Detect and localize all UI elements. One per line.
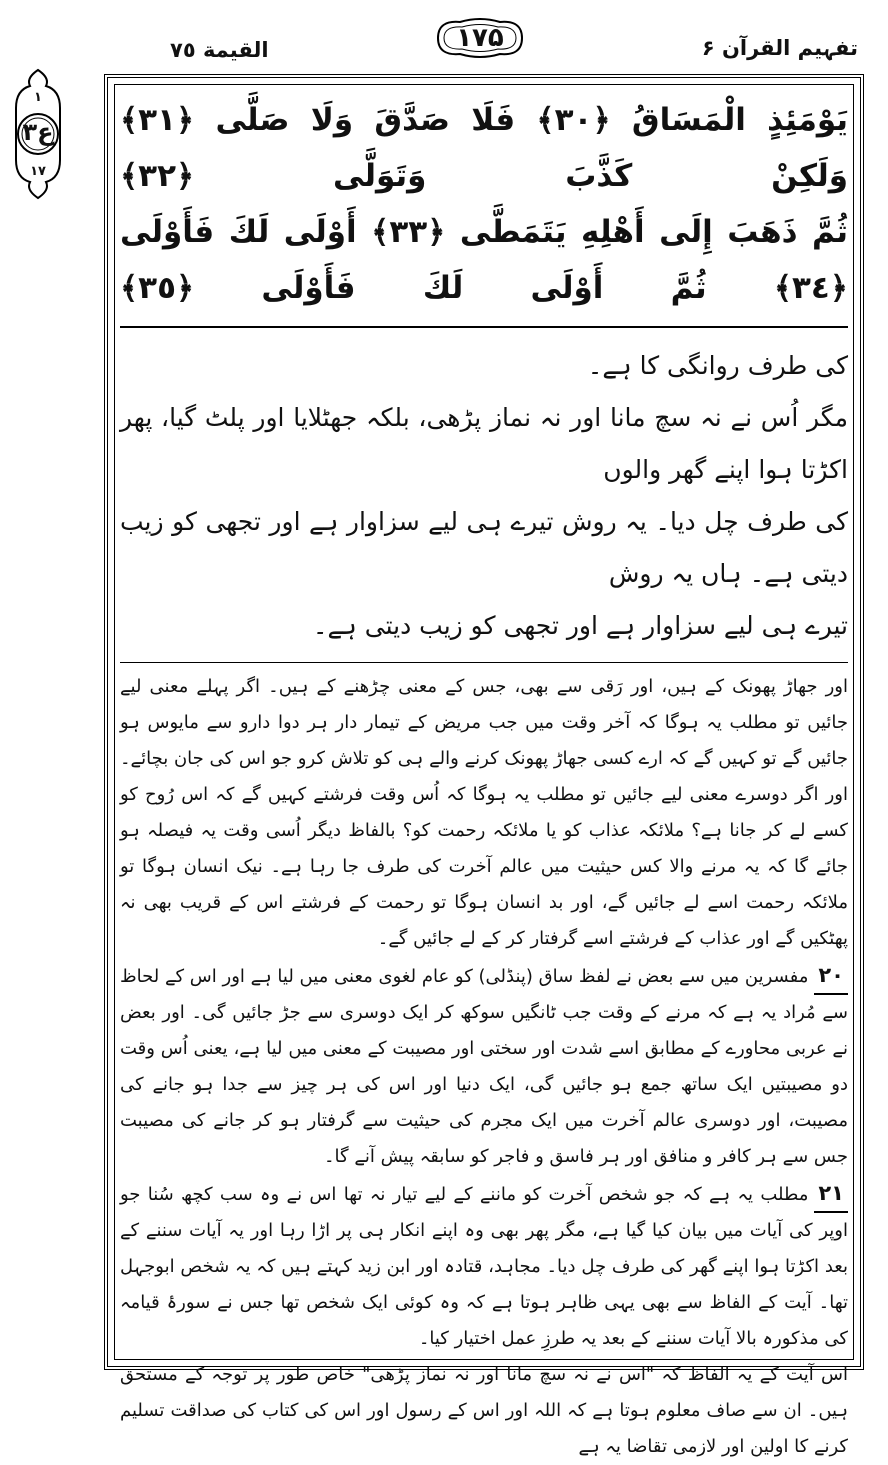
translation-line: کی طرف روانگی کا ہے۔ bbox=[587, 351, 848, 380]
footnote-number: ۲۰ bbox=[814, 957, 848, 995]
verse-divider bbox=[120, 326, 848, 328]
arabic-verse-line-1: يَوْمَئِذٍ الْمَسَاقُ ﴿٣٠﴾ فَلَا صَدَّقَ وَلَا صَلَّى ﴿٣١﴾ وَلَكِنْ كَذَّبَ وَتَوَلَّى ﴿٣٢﴾ bbox=[120, 102, 849, 194]
translation-line: مگر اُس نے نہ سچ مانا اور نہ نماز پڑھی، بلکہ جھٹلایا اور پلٹ گیا، پھر اکڑتا ہوا اپنے گھر والوں bbox=[120, 403, 848, 484]
footnotes bbox=[120, 669, 848, 1465]
translation-line: کی طرف چل دیا۔ یہ روش تیرے ہی لیے سزاوار ہے اور تجھی کو زیب دیتی ہے۔ ہاں یہ روش bbox=[120, 507, 848, 588]
surah-title: القيمة ٧٥ bbox=[170, 38, 269, 62]
page-content bbox=[120, 92, 848, 1465]
footnote-text: مفسرین میں سے بعض نے لفظ ساق (پنڈلی) کو عام لغوی معنی میں لیا ہے اور اس کے لحاظ سے مُراد یہ ہے کہ مرنے کے وقت جب ٹانگیں سوکھ کر ایک دوسری سے جڑ جائیں گی۔ اور بعض نے عربی محاورے کے مطابق اسے شدت اور سختی اور مصیبت کے معنی میں لیا ہے، یعنی اُس وقت دو مصیبتیں ایک ساتھ جمع ہو جائیں گی، ایک دنیا اور اس کی ہر چیز سے جدا ہو جانے کی مصیبت، اور دوسری عالم آخرت میں ایک مجرم کی حیثیت سے گرفتار ہو کر جانے کی مصیبت جس سے ہر کافر و منافق اور ہر فاسق و فاجر کو سابقہ پیش آنے گا۔ bbox=[120, 966, 848, 1167]
footnote-text: مطلب یہ ہے کہ جو شخص آخرت کو ماننے کے لیے تیار نہ تھا اس نے وہ سب کچھ سُنا جو اوپر کی آیات میں بیان کیا گیا ہے، مگر پھر بھی وہ اپنے انکار ہی پر اڑا رہا اور یہ آیات سننے کے بعد اکڑتا ہوا اپنے گھر کی طرف چل دیا۔ مجاہد، قتادہ اور ابن زید کہتے ہیں کہ یہ شخص ابوجہل تھا۔ آیت کے الفاظ سے بھی یہی ظاہر ہوتا ہے کہ وہ کوئی ایک شخص تھا جس نے سورۂ قیامہ کی مذکورہ بالا آیات سننے کے بعد یہ طرزِ عمل اختیار کیا۔ bbox=[120, 1184, 848, 1349]
ruku-top-number: ۱ bbox=[34, 90, 42, 105]
page-header bbox=[90, 14, 870, 62]
ruku-bottom-number: ۱۷ bbox=[30, 164, 46, 179]
arabic-verse-line-2: ثُمَّ ذَهَبَ إِلَى أَهْلِهِ يَتَمَطَّى ﴿٣٣﴾ أَوْلَى لَكَ فَأَوْلَى ﴿٣٤﴾ ثُمَّ أَوْلَى لَكَ فَأَوْلَى ﴿٣٥﴾ bbox=[120, 214, 848, 306]
footnote-21 bbox=[120, 1175, 848, 1357]
footnote-continuation: اور جھاڑ پھونک کے ہیں، اور رَقی سے بھی، جس کے معنی چڑھنے کے ہیں۔ اگر پہلے معنی لیے جائیں تو مطلب یہ ہوگا کہ آخر وقت میں جب مریض کے تیمار دار ہر دوا دارو سے مایوس ہو جائیں گے تو کہیں گے کہ ارے کسی جھاڑ پھونک کرنے والے ہی کو تلاش کرو جو اس کی جان بچائے۔ اور اگر دوسرے معنی لیے جائیں تو مطلب یہ ہوگا کہ اُس وقت فرشتے کہیں گے کہ اس رُوح کو کسے لے کر جانا ہے؟ ملائکہ عذاب کو یا ملائکہ رحمت کو؟ بالفاظ دیگر اُسی وقت یہ فیصلہ ہو جائے گا کہ یہ مرنے والا کس حیثیت میں عالم آخرت کی طرف جا رہا ہے۔ نیک انسان ہوگا تو ملائکہ رحمت اسے لے جائیں گے، اور بد انسان ہوگا تو رحمت کے فرشتے اس کے قریب بھی نہ پھٹکیں گے اور عذاب کے فرشتے اسے گرفتار کر کے لے جائیں گے۔ bbox=[120, 676, 848, 949]
ruku-symbol: ع۳ bbox=[22, 118, 54, 146]
notes-divider bbox=[120, 662, 848, 663]
translation-line: تیرے ہی لیے سزاوار ہے اور تجھی کو زیب دیتی ہے۔ bbox=[312, 611, 848, 640]
page-number bbox=[430, 16, 530, 60]
footnote-20 bbox=[120, 957, 848, 1175]
page-number-text: ۱۷۵ bbox=[456, 23, 504, 53]
urdu-translation bbox=[120, 340, 848, 652]
footnote-21-continued: اس آیت کے یہ الفاظ کہ "اس نے نہ سچ مانا اور نہ نماز پڑھی" خاص طور پر توجہ کے مستحق ہیں۔ ان سے صاف معلوم ہوتا ہے کہ اللہ اور اس کے رسول اور اس کی کتاب کی صداقت تسلیم کرنے کا اولین اور لازمی تقاضا یہ ہے bbox=[120, 1364, 848, 1457]
book-title: تفہیم القرآن ۶ bbox=[701, 36, 858, 60]
footnote-number: ۲۱ bbox=[814, 1175, 848, 1213]
ruku-marker bbox=[10, 68, 66, 200]
